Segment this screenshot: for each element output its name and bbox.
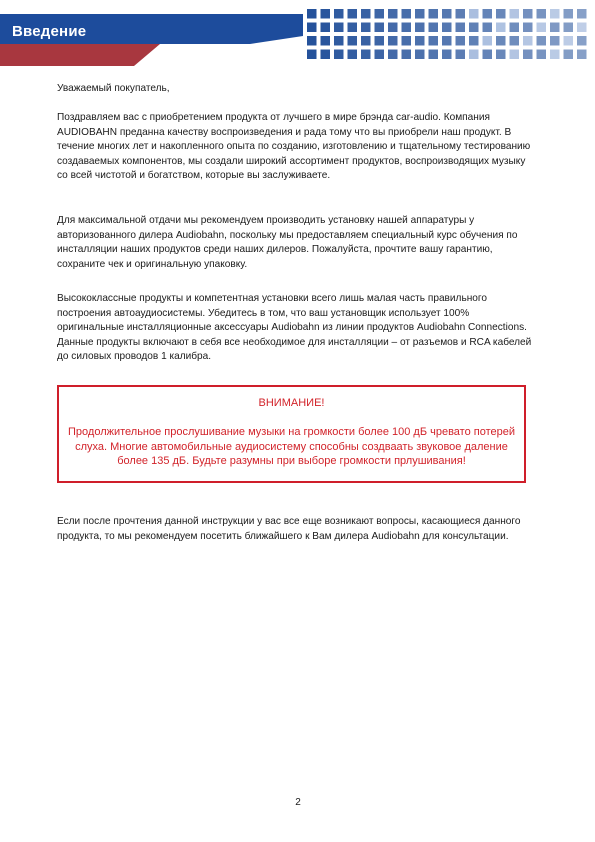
- grid-square: [321, 23, 331, 33]
- intro-paragraph: Поздравляем вас с приобретением продукта от лучшего в мире брэнда car-audio. Компания AUDIOBAHN преданна качеству воспроизведения и рада тому что вы приобрели наш продукт. В течение многих лет и накопленного опыта по созданию, изготовлению и тщательному тестированию создаваемых компонентов, мы создали широкий ассортимент продуктов, воспроизводящих музыку со всей чистотой и богатством, которые вы заслуживаете.: [57, 112, 531, 182]
- grid-square: [361, 36, 371, 46]
- grid-square: [321, 36, 331, 46]
- warning-text: Продолжительное прослушивание музыки на громкости более 100 дБ чревато потерей слуха. Многие автомобильные аудиосистему способны создваать звуковое даление более 135 дБ. Будьте разумны при выборе громкости прлушивания!: [68, 426, 515, 468]
- grid-square: [321, 50, 331, 60]
- grid-square: [375, 36, 385, 46]
- grid-square: [415, 9, 425, 19]
- grid-square: [510, 23, 520, 33]
- grid-square: [307, 9, 317, 19]
- grid-square: [537, 36, 547, 46]
- grid-square: [361, 23, 371, 33]
- grid-square: [307, 50, 317, 60]
- grid-square: [415, 36, 425, 46]
- grid-square: [402, 23, 412, 33]
- grid-square: [334, 9, 344, 19]
- grid-square: [469, 23, 479, 33]
- closing-paragraph: Если после прочтения данной инструкции у вас все еще возникают вопросы, касающиеся данного продукта, то мы рекомендуем посетить ближайшего к Вам дилера Audiobahn для консультации.: [57, 516, 521, 542]
- grid-square: [456, 23, 466, 33]
- grid-square: [442, 9, 452, 19]
- grid-square: [523, 9, 533, 19]
- grid-square: [469, 50, 479, 60]
- grid-square: [483, 23, 493, 33]
- grid-square: [564, 50, 574, 60]
- grid-square: [523, 23, 533, 33]
- grid-square: [375, 50, 385, 60]
- grid-square: [483, 50, 493, 60]
- grid-square: [564, 36, 574, 46]
- grid-square: [577, 9, 587, 19]
- warning-box: [57, 385, 526, 483]
- section-title: Введение: [12, 23, 87, 40]
- grid-square: [496, 50, 506, 60]
- greeting: Уважаемый покупатель,: [57, 83, 170, 94]
- grid-square: [537, 23, 547, 33]
- grid-square: [429, 50, 439, 60]
- grid-square: [564, 23, 574, 33]
- header-graphic: [0, 0, 595, 70]
- grid-square: [307, 23, 317, 33]
- grid-square: [469, 9, 479, 19]
- grid-square: [577, 50, 587, 60]
- grid-square: [334, 50, 344, 60]
- page-number: 2: [295, 797, 301, 808]
- grid-square: [523, 50, 533, 60]
- grid-square: [361, 50, 371, 60]
- grid-square: [334, 23, 344, 33]
- grid-square: [442, 23, 452, 33]
- grid-square: [429, 23, 439, 33]
- grid-square: [415, 23, 425, 33]
- grid-square: [388, 36, 398, 46]
- grid-square: [577, 23, 587, 33]
- grid-square: [550, 9, 560, 19]
- grid-square: [334, 36, 344, 46]
- warning-title: ВНИМАНИЕ!: [258, 397, 325, 409]
- grid-square: [348, 36, 358, 46]
- grid-square: [402, 36, 412, 46]
- grid-square: [510, 50, 520, 60]
- grid-square: [510, 9, 520, 19]
- grid-square: [537, 50, 547, 60]
- grid-square: [375, 23, 385, 33]
- grid-square: [442, 36, 452, 46]
- grid-square: [429, 9, 439, 19]
- grid-square: [442, 50, 452, 60]
- grid-square: [456, 50, 466, 60]
- grid-square: [550, 36, 560, 46]
- grid-square: [348, 50, 358, 60]
- grid-square: [375, 9, 385, 19]
- header-red-stripe: [0, 44, 160, 66]
- grid-square: [361, 9, 371, 19]
- installation-paragraph: Для максимальной отдачи мы рекомендуем производить установку нашей аппаратуры у авторизованного дилера Audiobahn, поскольку мы предоставляем специальный курс обучения по инсталляции наших продуктов среди наших дилеров. Пожалуйста, прочтите вашу гарантию, сохраните чек и оригинальную упаковку.: [57, 215, 518, 270]
- grid-square: [564, 9, 574, 19]
- grid-square: [483, 9, 493, 19]
- grid-square: [469, 36, 479, 46]
- grid-square: [388, 50, 398, 60]
- grid-square: [496, 9, 506, 19]
- grid-square: [415, 50, 425, 60]
- grid-square: [307, 36, 317, 46]
- grid-square: [577, 36, 587, 46]
- grid-square: [510, 36, 520, 46]
- grid-square: [388, 23, 398, 33]
- grid-square: [321, 9, 331, 19]
- grid-square: [348, 9, 358, 19]
- grid-square: [523, 36, 533, 46]
- grid-square: [456, 36, 466, 46]
- header-square-grid: [307, 9, 587, 59]
- grid-square: [456, 9, 466, 19]
- grid-square: [496, 23, 506, 33]
- grid-square: [483, 36, 493, 46]
- grid-square: [388, 9, 398, 19]
- grid-square: [550, 50, 560, 60]
- page-header: [0, 0, 595, 70]
- grid-square: [348, 23, 358, 33]
- grid-square: [496, 36, 506, 46]
- grid-square: [550, 23, 560, 33]
- grid-square: [402, 50, 412, 60]
- grid-square: [429, 36, 439, 46]
- accessories-paragraph: Высококлассные продукты и компетентная установки всего лишь малая часть правильного построения автоаудиосистемы. Убедитесь в том, что ваш установщик использует 100% оригинальные инсталляционные аксессуары Audiobahn из линии продуктов Audiobahn Connections. Данные продукты включают в себя все необходимое для инсталляции – от разъемов и RCA кабелей до силовых проводов 1 калибра.: [57, 293, 532, 363]
- grid-square: [402, 9, 412, 19]
- grid-square: [537, 9, 547, 19]
